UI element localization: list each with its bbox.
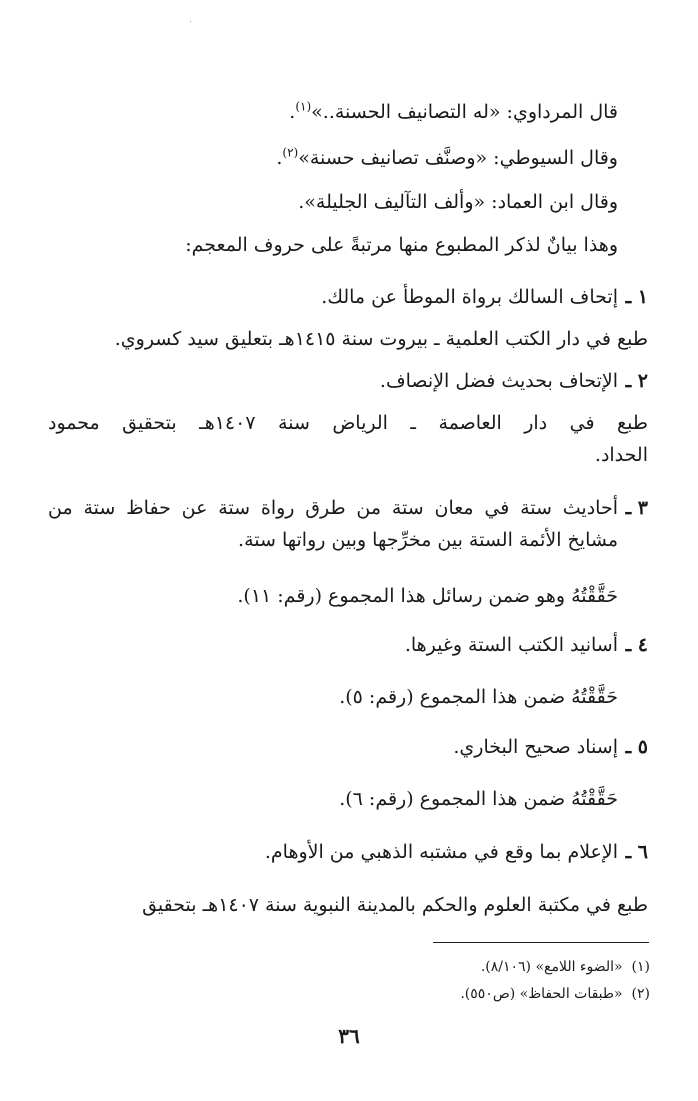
- item-number: ١ ـ: [625, 286, 648, 308]
- item-title: الإتحاف بحديث فضل الإنصاف.: [379, 370, 618, 392]
- footnote-number: (٢): [631, 986, 650, 1002]
- item-number: ٦ ـ: [625, 841, 648, 863]
- footnote-number: (١): [631, 959, 650, 975]
- page-number: ٣٦: [338, 1024, 360, 1048]
- footnote-ref-1: (١): [295, 99, 312, 114]
- item-number: ٢ ـ: [625, 370, 648, 392]
- item-description: طبع في مكتبة العلوم والحكم بالمدينة النبوية سنة ١٤٠٧هـ بتحقيق: [142, 894, 648, 916]
- quote-imad: وقال ابن العماد: «وألف التآليف الجليلة».: [298, 191, 618, 213]
- item-number: ٣ ـ: [625, 497, 648, 519]
- item-title: إسناد صحيح البخاري.: [453, 736, 618, 758]
- item-title: الإعلام بما وقع في مشتبه الذهبي من الأوهام.: [264, 841, 618, 863]
- item-number: ٤ ـ: [625, 634, 648, 656]
- quote-suyuti: وقال السيوطي: «وصنَّف تصانيف حسنة»$^{(٢)}$.: [276, 145, 618, 169]
- quote-mardawi-text: قال المرداوي: «له التصانيف الحسنة..»: [311, 101, 618, 123]
- item-title: إتحاف السالك برواة الموطأ عن مالك.: [321, 286, 618, 308]
- item-title-cont: مشايخ الأئمة الستة بين مخرِّجها وبين رواتها ستة.: [238, 529, 618, 551]
- item-title: أسانيد الكتب الستة وغيرها.: [404, 634, 618, 656]
- item-title: أحاديث ستة في معان ستة من طرق رواة ستة عن حفاظ ستة من: [48, 497, 618, 519]
- footnote-text: «الضوء اللامع» (٨/١٠٦).: [480, 959, 623, 975]
- footnote-text: «طبقات الحفاظ» (ص٥٥٠).: [460, 986, 623, 1002]
- item-description: حَقَّقْتُهُ ضمن هذا المجموع (رقم: ٦).: [339, 788, 618, 810]
- footnote-divider: [433, 942, 649, 943]
- item-description-cont: الحداد.: [594, 444, 648, 466]
- item-number: ٥ ـ: [625, 736, 648, 758]
- item-description: حَقَّقْتُهُ وهو ضمن رسائل هذا المجموع (رقم: ١١).: [237, 585, 618, 607]
- footnote-ref-2: (٢): [282, 145, 299, 160]
- footnote-1: [200, 957, 650, 977]
- footnote-2: [200, 984, 650, 1004]
- item-description: حَقَّقْتُهُ ضمن هذا المجموع (رقم: ٥).: [339, 686, 618, 708]
- item-description: طبع في دار العاصمة ـ الرياض سنة ١٤٠٧هـ بتحقيق محمود: [48, 412, 648, 434]
- quote-suyuti-text: وقال السيوطي: «وصنَّف تصانيف حسنة»: [298, 147, 618, 169]
- scan-speck: [190, 21, 191, 22]
- intro-statement: وهذا بيانٌ لذكر المطبوع منها مرتبةً على حروف المعجم:: [185, 234, 618, 256]
- quote-mardawi: قال المرداوي: «له التصانيف الحسنة..»$^{(١)}$.: [289, 99, 618, 123]
- item-description: طبع في دار الكتب العلمية ـ بيروت سنة ١٤١٥هـ بتعليق سيد كسروي.: [114, 328, 648, 350]
